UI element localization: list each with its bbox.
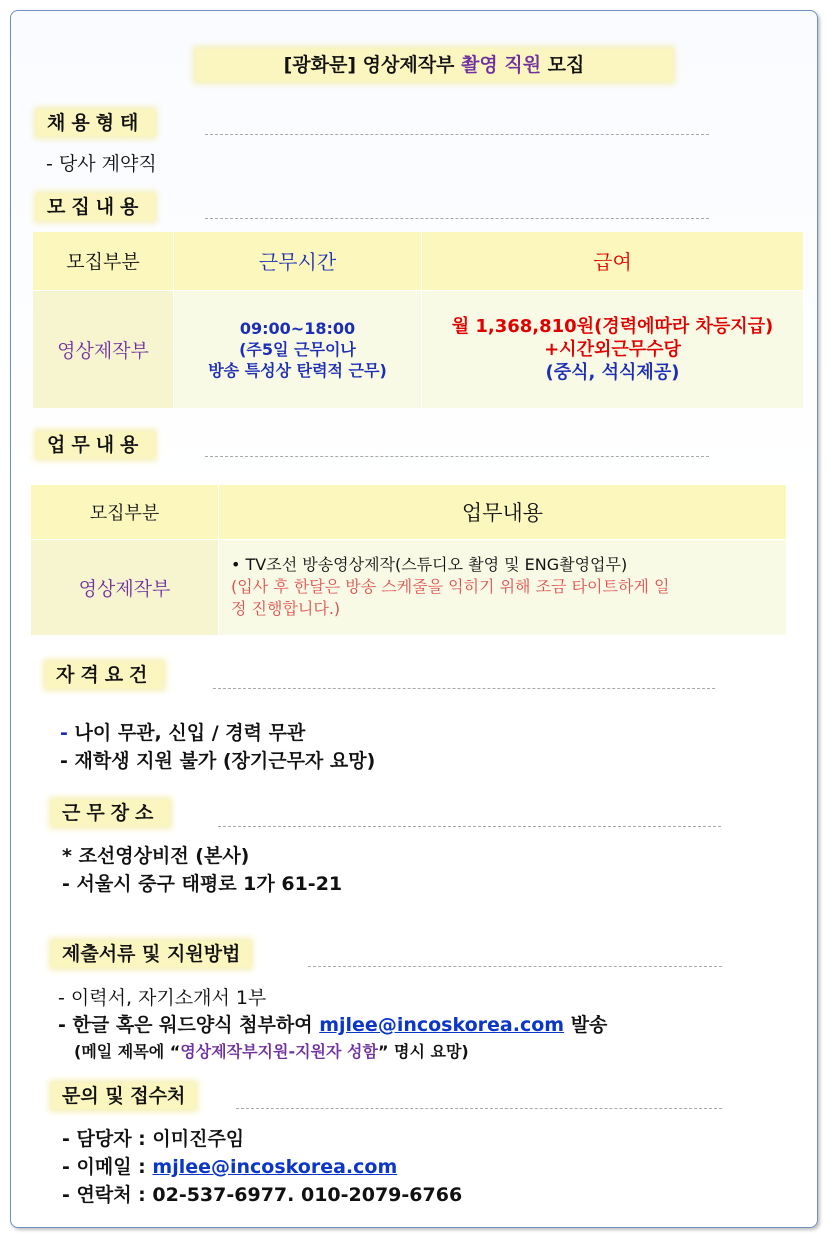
duties-table — [31, 485, 786, 635]
recruit-hours: 09:00~18:00 (주5일 근무이나 방송 특성상 탄력적 근무) — [174, 290, 422, 408]
section-heading-qualifications: 자격요건 — [46, 662, 163, 688]
location-address: - 서울시 중구 태평로 1가 61-21 — [62, 873, 343, 895]
divider — [236, 1108, 722, 1109]
recruit-dept: 영상제작부 — [33, 290, 174, 408]
section-heading-duties: 업무내용 — [37, 432, 154, 458]
recruit-salary: 월 1,368,810원(경력에따라 차등지급) +시간외근무수당 (중식, 석식제공) — [422, 290, 804, 408]
title-highlight: 촬영 직원 — [461, 54, 542, 76]
section-heading-contact: 문의 및 접수처 — [52, 1083, 195, 1109]
contact-email: - 이메일 : mjlee@incoskorea.com — [62, 1156, 398, 1178]
recruit-table — [33, 232, 803, 408]
recruit-header-hours: 근무시간 — [174, 232, 422, 290]
section-heading-employment: 채용형태 — [37, 110, 154, 136]
recruit-header-dept: 모집부분 — [33, 232, 174, 290]
documents-required: - 이력서, 자기소개서 1부 — [58, 987, 267, 1009]
contact-email-link[interactable]: mjlee@incoskorea.com — [152, 1156, 398, 1178]
qualification-age: - 나이 무관, 신입 / 경력 무관 — [60, 722, 306, 744]
divider — [205, 134, 709, 135]
section-heading-location: 근무장소 — [52, 800, 169, 826]
application-email-link[interactable]: mjlee@incoskorea.com — [319, 1014, 565, 1036]
duties-header-content: 업무내용 — [219, 485, 787, 539]
documents-method: - 한글 혹은 워드양식 첨부하여 mjlee@incoskorea.com 발송 — [58, 1014, 608, 1036]
divider — [213, 688, 715, 689]
duties-dept: 영상제작부 — [31, 539, 219, 635]
duties-header-dept: 모집부분 — [31, 485, 219, 539]
divider — [308, 966, 722, 967]
recruit-header-salary: 급여 — [422, 232, 804, 290]
qualification-student: - 재학생 지원 불가 (장기근무자 요망) — [60, 750, 376, 772]
documents-note: (메일 제목에 “영상제작부지원-지원자 성함” 명시 요망) — [74, 1042, 469, 1061]
employment-type: - 당사 계약직 — [46, 153, 157, 175]
divider — [205, 218, 709, 219]
section-heading-recruit: 모집내용 — [37, 194, 154, 220]
section-heading-documents: 제출서류 및 지원방법 — [52, 941, 250, 967]
duties-content: • TV조선 방송영상제작(스튜디오 촬영 및 ENG촬영업무) (입사 후 한달은 방송 스케줄을 익히기 위해 조금 타이트하게 일 정 진행합니다.) — [219, 539, 787, 635]
divider — [218, 826, 721, 827]
contact-person: - 담당자 : 이미진주임 — [62, 1128, 245, 1150]
divider — [205, 456, 709, 457]
contact-phone: - 연락처 : 02-537-6977. 010-2079-6766 — [62, 1184, 463, 1206]
page-title: [광화문] 영상제작부 촬영 직원 모집 — [196, 49, 672, 81]
location-office: * 조선영상비전 (본사) — [62, 845, 250, 867]
